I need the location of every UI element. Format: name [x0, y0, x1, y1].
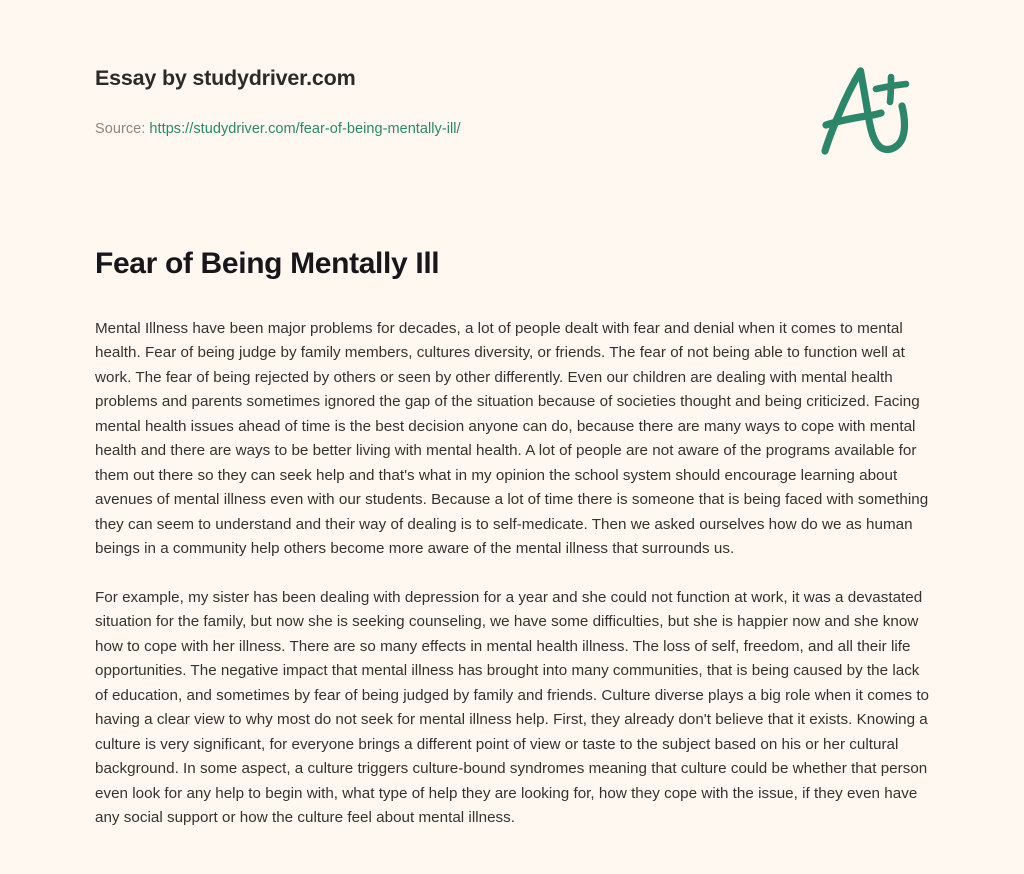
- article: [95, 246, 933, 831]
- page-header: [0, 0, 1024, 185]
- source-url-link[interactable]: https://studydriver.com/fear-of-being-mentally-ill/: [149, 121, 461, 137]
- source-line: [95, 121, 461, 137]
- page-title: Fear of Being Mentally Ill: [95, 247, 440, 280]
- a-plus-logo-icon: [808, 58, 926, 163]
- paragraph: For example, my sister has been dealing with depression for a year and she could not function at work, it was a devastated situation for the family, but now she is seeking counseling, we have some difficulties, but she is happier now and she know how to cope with her illness. There are so many effects in mental health illness. The loss of self, freedom, and all their life opportunities. The negative impact that mental illness has brought into many communities, that is being caused by the lack of education, and sometimes by fear of being judged by family and friends. Culture diverse plays a big role when it comes to having a clear view to why most do not seek for mental illness help. First, they already don't believe that it exists. Knowing a culture is very significant, for everyone brings a different point of view or taste to the subject based on his or her cultural background. In some aspect, a culture triggers culture-bound syndromes meaning that culture could be whether that person even look for any help to begin with, what type of help they are looking for, how they cope with the issue, if they even have any social support or how the culture feel about mental illness.: [95, 588, 930, 827]
- byline: Essay by studydriver.com: [95, 66, 356, 90]
- source-label: Source:: [95, 121, 146, 137]
- paragraph: Mental Illness have been major problems for decades, a lot of people dealt with fear and denial when it comes to mental health. Fear of being judge by family members, cultures diversity, or friends. The fear of not being able to function well at work. The fear of being rejected by others or seen by other differently. Even our children are dealing with mental health problems and parents sometimes ignored the gap of the situation because of societies thought and being criticized. Facing mental health issues ahead of time is the best decision anyone can do, because there are many ways to cope with mental health and there are ways to be better living with mental health. A lot of people are not aware of the programs available for them out there so they can seek help and that's what in my opinion the school system should encourage learning about avenues of mental illness even with our students. Because a lot of time there is someone that is being faced with something they can seem to understand and their way of dealing is to self-medicate. Then we asked ourselves how do we as human beings in a community help others become more aware of the mental illness that surrounds us.: [95, 319, 929, 558]
- studydriver-a-plus-logo[interactable]: [808, 58, 926, 163]
- article-body: [95, 317, 933, 831]
